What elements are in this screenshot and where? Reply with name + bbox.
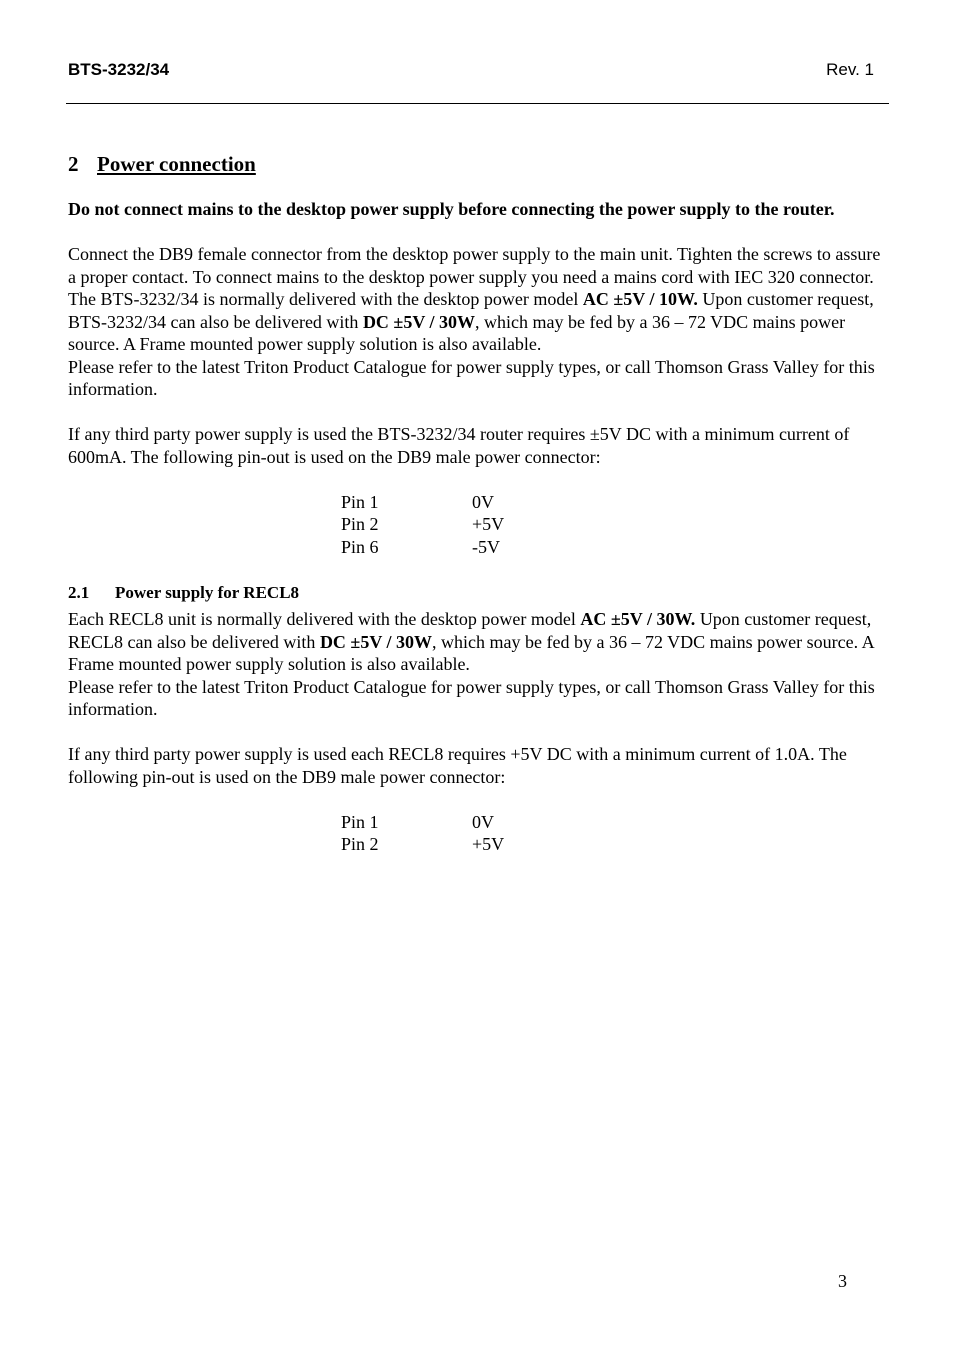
recl8-ac-model: AC ±5V / 30W. (580, 609, 696, 629)
pinout-row (341, 536, 890, 559)
recl8-text-a: Each RECL8 unit is normally delivered with the desktop power model (68, 609, 581, 629)
section-2-title: Power connection (97, 152, 256, 176)
pin-label: Pin 6 (341, 536, 379, 557)
page-body (68, 150, 890, 856)
header-doc-id: BTS-3232/34 (68, 60, 170, 79)
section-2-pinout-table (341, 491, 890, 559)
para2-text-a: The BTS-3232/34 is normally delivered with the desktop power model (68, 289, 583, 309)
para2-text-e: , which may be fed by a 36 – 72 VDC mains power source. A Frame mounted power supply solution is also available. (68, 311, 846, 354)
para2-text-c: Upon customer request, BTS-3232/34 can also be delivered with (68, 289, 874, 332)
section-2-1-paragraph-2: Please refer to the latest Triton Product Catalogue for power supply types, or call Thomson Grass Valley for this information. (68, 676, 875, 719)
page-number: 3 (838, 1271, 847, 1291)
section-2-paragraph-2 (68, 288, 890, 356)
section-2-paragraph-3: Please refer to the latest Triton Product Catalogue for power supply types, or call Thomson Grass Valley for this information. (68, 356, 875, 399)
pin-value: 0V (472, 491, 494, 512)
section-2-1-pinout-table (341, 811, 890, 856)
para2-dc-model: DC ±5V / 30W (362, 311, 475, 332)
pinout-row (341, 513, 890, 536)
pin-value: 0V (472, 811, 494, 832)
pinout-row (341, 833, 890, 856)
section-2-1-heading (68, 582, 890, 604)
recl8-text-c: Upon customer request, RECL8 can also be delivered with (68, 609, 872, 652)
pin-value: +5V (472, 514, 505, 534)
section-2-paragraph-1: Connect the DB9 female connector from the desktop power supply to the main unit. Tighten the screws to assure a proper contact. To connect mains to the desktop power supply you need a mains cord with IEC 320 connector. (68, 244, 881, 287)
pin-label: Pin 1 (341, 491, 379, 512)
pin-label: Pin 1 (341, 811, 379, 832)
pin-value: +5V (472, 834, 505, 854)
power-warning: Do not connect mains to the desktop power supply before connecting the power supply to the router. (68, 199, 835, 219)
pin-label: Pin 2 (341, 834, 379, 854)
recl8-text-e: , which may be fed by a 36 – 72 VDC mains power source. A Frame mounted power supply solution is also available. (68, 631, 874, 674)
recl8-dc-model: DC ±5V / 30W (319, 631, 432, 652)
section-2-heading (68, 150, 890, 178)
header-revision: Rev. 1 (826, 60, 874, 79)
section-2-1-paragraph-1 (68, 608, 890, 676)
section-2-1-paragraph-3: If any third party power supply is used each RECL8 requires +5V DC with a minimum current of 1.0A. The following pin-out is used on the DB9 male power connector: (68, 744, 847, 787)
pin-value: -5V (472, 536, 500, 557)
para2-ac-model: AC ±5V / 10W. (582, 289, 698, 309)
pinout-row (341, 811, 890, 834)
section-2-1-title: Power supply for RECL8 (115, 583, 300, 602)
section-2-paragraph-4: If any third party power supply is used the BTS-3232/34 router requires ±5V DC with a minimum current of 600mA. The following pin-out is used on the DB9 male power connector: (68, 424, 850, 467)
pin-label: Pin 2 (341, 514, 379, 534)
section-2-number: 2 (68, 152, 79, 176)
section-2-1-number: 2.1 (68, 583, 90, 602)
header-rule (66, 103, 889, 104)
pinout-row (341, 491, 890, 514)
